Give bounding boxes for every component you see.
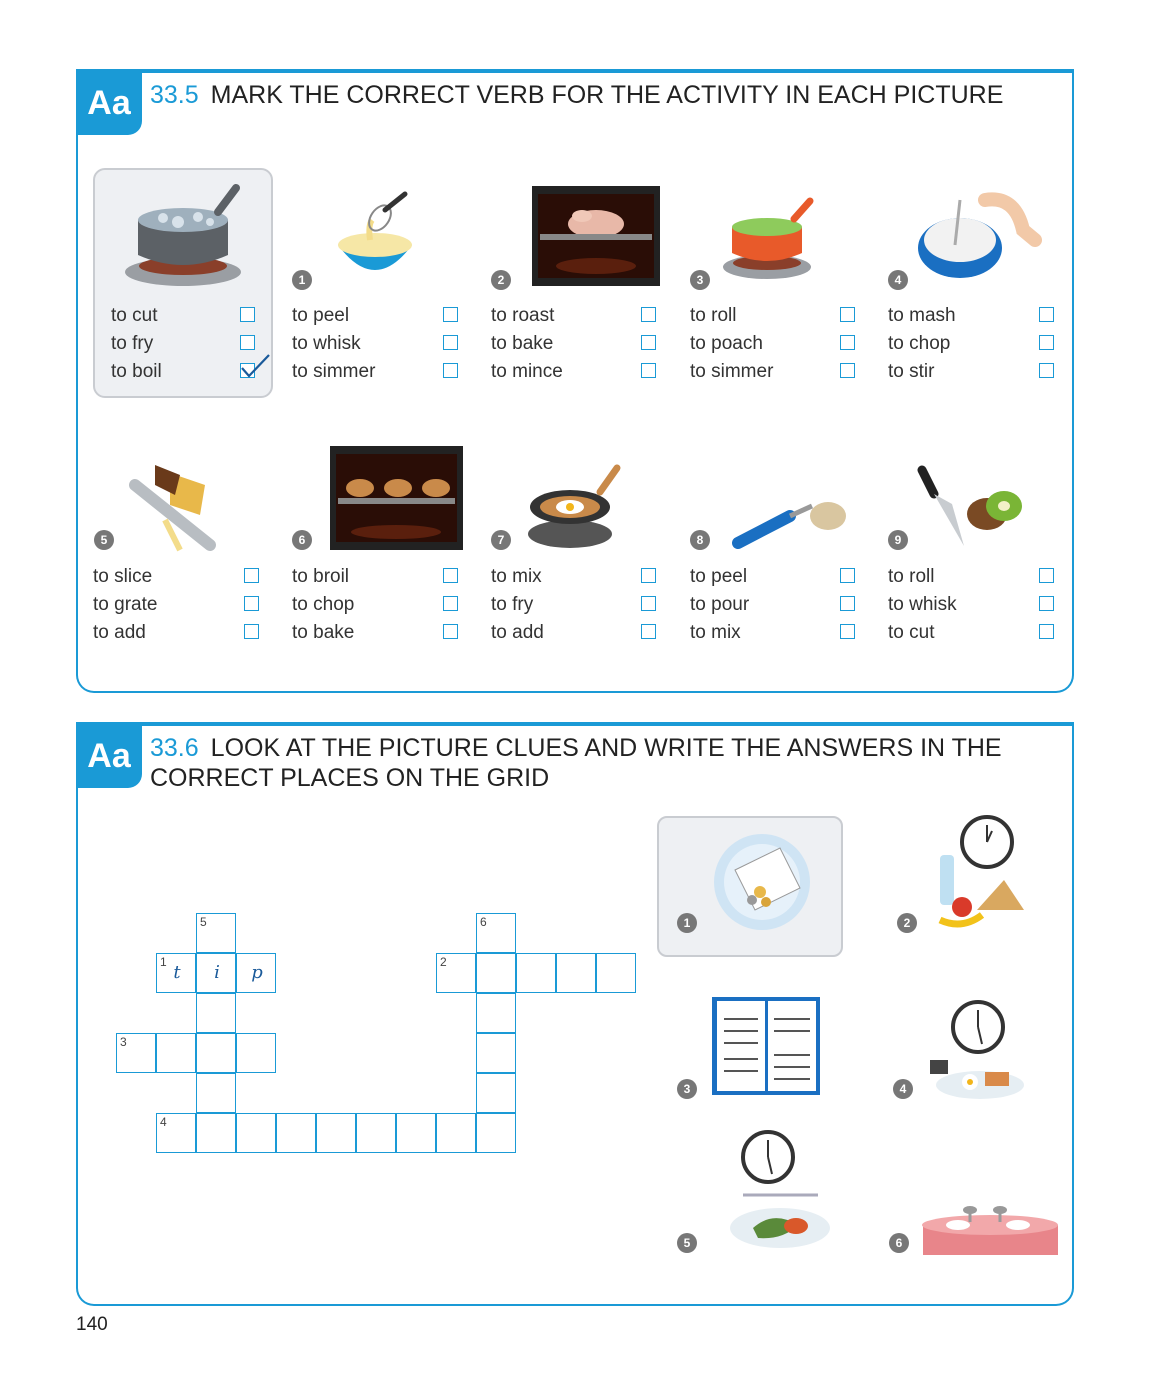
grid-cell[interactable]: [476, 1113, 516, 1153]
item-number-badge: 4: [888, 270, 908, 290]
checkbox[interactable]: [1039, 624, 1054, 639]
option-label: to whisk: [888, 594, 957, 615]
grid-cell[interactable]: [196, 1113, 236, 1153]
checkbox[interactable]: [840, 363, 855, 378]
grid-cell[interactable]: [196, 953, 236, 993]
checkbox[interactable]: [641, 624, 656, 639]
item-number-badge: 7: [491, 530, 511, 550]
clue-number: 1: [160, 955, 167, 969]
option-label: to cut: [111, 305, 158, 326]
grid-cell[interactable]: [236, 1033, 276, 1073]
option-label: to roll: [888, 566, 935, 587]
option-label: to simmer: [292, 361, 376, 382]
item-number-badge: 8: [690, 530, 710, 550]
option-label: to poach: [690, 333, 763, 354]
grid-cell[interactable]: [476, 913, 516, 953]
checkbox[interactable]: [1039, 335, 1054, 350]
grid-cell[interactable]: [236, 953, 276, 993]
grid-cell[interactable]: [236, 1113, 276, 1153]
exercise-instruction: MARK THE CORRECT VERB FOR THE ACTIVITY IN EACH PICTURE: [210, 81, 1004, 109]
checkbox[interactable]: [641, 596, 656, 611]
oven-chicken-icon: [532, 186, 662, 286]
option-label: to mash: [888, 305, 956, 326]
grid-cell[interactable]: [556, 953, 596, 993]
checkbox[interactable]: [244, 568, 259, 583]
clue-number-badge: 6: [889, 1233, 909, 1253]
grid-cell[interactable]: [196, 1073, 236, 1113]
exercise-title: [150, 80, 1003, 110]
grid-cell[interactable]: [196, 1033, 236, 1073]
checkbox[interactable]: [1039, 363, 1054, 378]
grid-cell[interactable]: [116, 1033, 156, 1073]
checkbox[interactable]: [641, 568, 656, 583]
clue-number-badge: 2: [897, 913, 917, 933]
option-label: to whisk: [292, 333, 361, 354]
option-label: to mince: [491, 361, 563, 382]
checkbox[interactable]: [240, 307, 255, 322]
bill-tip-plate-icon: [710, 830, 815, 935]
grid-cell[interactable]: [476, 993, 516, 1033]
check-mark-icon: [238, 352, 272, 380]
peeler-potato-icon: [730, 488, 850, 553]
option-label: to add: [491, 622, 544, 643]
option-label: to boil: [111, 361, 162, 382]
exercise-instruction: LOOK AT THE PICTURE CLUES AND WRITE THE ANSWERS IN THE CORRECT PLACES ON THE GRID: [150, 734, 1002, 792]
option-label: to pour: [690, 594, 750, 615]
grid-cell[interactable]: [316, 1113, 356, 1153]
item-number-badge: 2: [491, 270, 511, 290]
frying-pan-egg-icon: [525, 462, 625, 552]
item-number-badge: 5: [94, 530, 114, 550]
option-label: to grate: [93, 594, 158, 615]
clue-number-badge: 5: [677, 1233, 697, 1253]
checkbox[interactable]: [840, 624, 855, 639]
grid-cell[interactable]: [436, 953, 476, 993]
option-label: to peel: [690, 566, 748, 587]
breakfast-clock-icon: [925, 1000, 1030, 1110]
checkbox[interactable]: [641, 307, 656, 322]
grater-cheese-icon: [125, 465, 220, 555]
clue-number-badge: 3: [677, 1079, 697, 1099]
checkbox[interactable]: [443, 596, 458, 611]
checkbox[interactable]: [1039, 307, 1054, 322]
checkbox[interactable]: [1039, 568, 1054, 583]
filled-letter: p: [251, 962, 263, 983]
exercise-title: [150, 733, 1010, 793]
grid-cell[interactable]: [156, 1113, 196, 1153]
option-label: to roll: [690, 305, 737, 326]
checkbox[interactable]: [840, 568, 855, 583]
option-label: to broil: [292, 566, 350, 587]
option-label: to simmer: [690, 361, 774, 382]
item-number-badge: 6: [292, 530, 312, 550]
checkbox[interactable]: [443, 624, 458, 639]
grid-cell[interactable]: [396, 1113, 436, 1153]
option-label: to fry: [111, 333, 154, 354]
exercise-number: 33.5: [150, 81, 199, 109]
checkbox[interactable]: [244, 624, 259, 639]
grid-cell[interactable]: [156, 953, 196, 993]
restaurant-table-icon: [918, 1200, 1063, 1260]
grid-cell[interactable]: [196, 913, 236, 953]
option-label: to cut: [888, 622, 935, 643]
oven-muffins-icon: [330, 446, 465, 551]
grid-cell[interactable]: [196, 993, 236, 1033]
grid-cell[interactable]: [516, 953, 556, 993]
grid-cell[interactable]: [276, 1113, 316, 1153]
filled-letter: i: [214, 962, 220, 983]
item-number-badge: 9: [888, 530, 908, 550]
filled-letter: t: [173, 962, 181, 983]
option-label: to add: [93, 622, 146, 643]
clue-number: 6: [480, 915, 487, 929]
menu-icon: [712, 997, 822, 1097]
masher-bowl-icon: [915, 190, 1045, 290]
checkbox[interactable]: [443, 363, 458, 378]
exercise-number: 33.6: [150, 734, 199, 762]
checkbox[interactable]: [443, 568, 458, 583]
page-number: 140: [76, 1314, 108, 1335]
clue-number: 3: [120, 1035, 127, 1049]
option-label: to chop: [888, 333, 951, 354]
option-label: to bake: [491, 333, 554, 354]
grid-cell[interactable]: [476, 953, 516, 993]
checkbox[interactable]: [244, 596, 259, 611]
option-label: to fry: [491, 594, 534, 615]
clue-number-badge: 1: [677, 913, 697, 933]
checkbox[interactable]: [240, 335, 255, 350]
option-label: to mix: [491, 566, 542, 587]
whisk-bowl-icon: [330, 190, 420, 290]
grid-cell[interactable]: [476, 1033, 516, 1073]
checkbox[interactable]: [840, 596, 855, 611]
grid-cell[interactable]: [356, 1113, 396, 1153]
clue-number: 4: [160, 1115, 167, 1129]
checkbox[interactable]: [840, 307, 855, 322]
checkbox[interactable]: [443, 307, 458, 322]
checkbox[interactable]: [641, 335, 656, 350]
item-number-badge: 3: [690, 270, 710, 290]
option-label: to stir: [888, 361, 935, 382]
item-number-badge: 1: [292, 270, 312, 290]
grid-cell[interactable]: [156, 1033, 196, 1073]
saucepan-icon: [722, 195, 822, 285]
option-label: to mix: [690, 622, 741, 643]
boiling-pot-icon: [118, 180, 248, 290]
grid-cell[interactable]: [596, 953, 636, 993]
option-label: to peel: [292, 305, 350, 326]
dinner-clock-icon: [728, 1130, 838, 1255]
knife-kiwi-icon: [912, 464, 1032, 554]
grid-cell[interactable]: [476, 1073, 516, 1113]
option-label: to roast: [491, 305, 555, 326]
checkbox[interactable]: [641, 363, 656, 378]
option-label: to bake: [292, 622, 355, 643]
clue-number-badge: 4: [893, 1079, 913, 1099]
checkbox[interactable]: [840, 335, 855, 350]
aa-badge: Aa: [76, 724, 142, 788]
clue-number: 2: [440, 955, 447, 969]
option-label: to slice: [93, 566, 153, 587]
grid-cell[interactable]: [436, 1113, 476, 1153]
clue-number: 5: [200, 915, 207, 929]
aa-badge: Aa: [76, 71, 142, 135]
checkbox[interactable]: [1039, 596, 1054, 611]
lunch-clock-icon: [932, 815, 1037, 935]
checkbox[interactable]: [443, 335, 458, 350]
option-label: to chop: [292, 594, 355, 615]
